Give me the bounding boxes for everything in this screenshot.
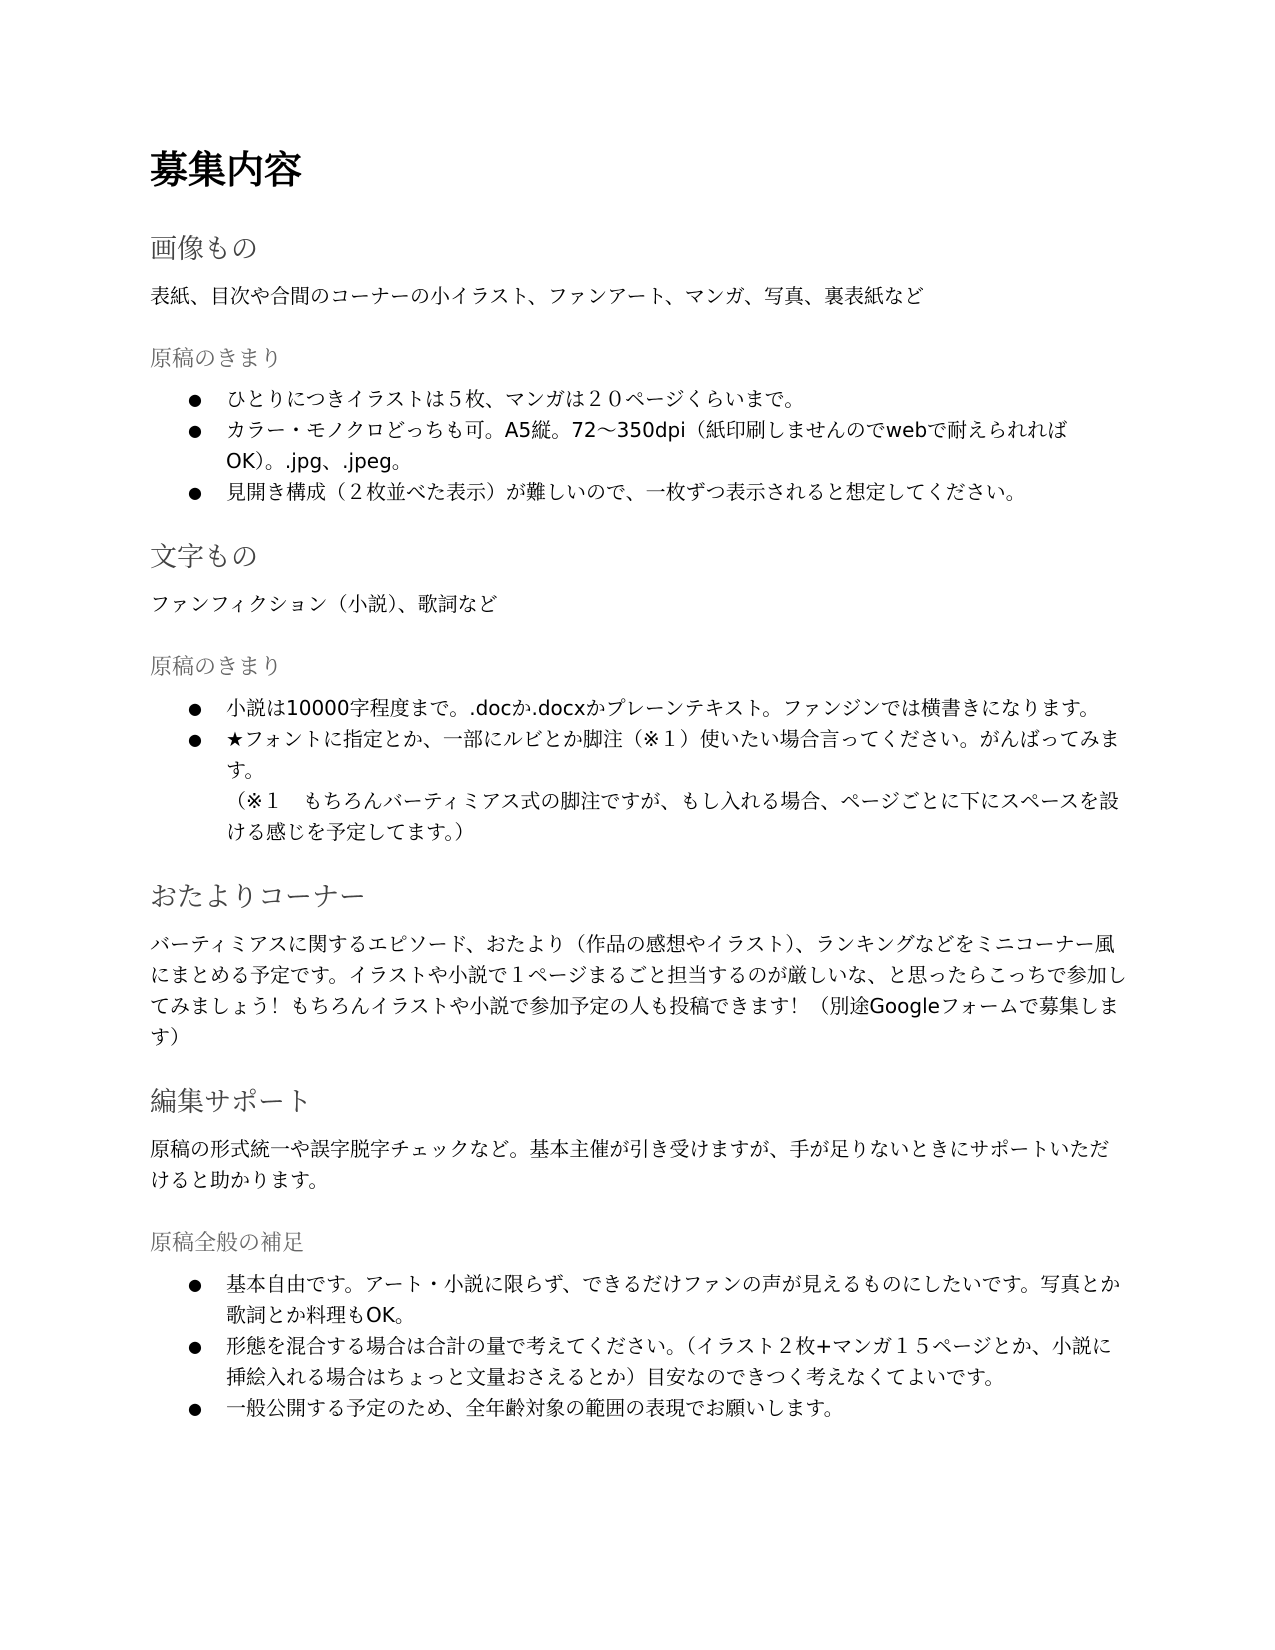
list-item: ● 基本自由です。アート・小説に限らず、できるだけファンの声が見えるものにしたいです。写真とか歌詞とか料理もOK。 (226, 1269, 1128, 1331)
list-item: ● ひとりにつきイラストは５枚、マンガは２０ページくらいまで。 (226, 384, 1128, 415)
list-item: ● 一般公開する予定のため、全年齢対象の範囲の表現でお願いします。 (226, 1393, 1128, 1424)
image-section-description: 表紙、目次や合間のコーナーの小イラスト、ファンアート、マンガ、写真、裏表紙など (150, 283, 924, 308)
bullet-icon: ● (188, 1336, 202, 1356)
text-section-heading: 文字もの (150, 542, 258, 574)
bullet-icon: ● (188, 698, 202, 718)
image-section (150, 232, 1128, 509)
list-item: ● カラー・モノクロどっちも可。A5縦。72〜350dpi（紙印刷しませんのでwebで耐えられればOK）。.jpg、.jpeg。 (226, 415, 1128, 477)
list-item: ● 形態を混合する場合は合計の量で考えてください。（イラスト２枚+マンガ１５ページとか、小説に挿絵入れる場合はちょっと文量おさえるとか）目安なのできつく考えなくてよいです。 (226, 1331, 1128, 1393)
image-section-heading: 画像もの (150, 233, 258, 265)
list-item: ● 小説は10000字程度まで。.docか.docxかプレーンテキスト。ファンジンでは横書きになります。 (226, 693, 1128, 724)
letters-section-heading: おたよりコーナー (150, 881, 366, 913)
bullet-icon: ● (188, 483, 202, 503)
editing-section (150, 1085, 1128, 1424)
editing-section-heading: 編集サポート (150, 1087, 312, 1119)
list-item: ● 見開き構成（２枚並べた表示）が難しいので、一枚ずつ表示されると想定してください。 (226, 477, 1128, 508)
bullet-icon: ● (188, 421, 202, 441)
text-rules-list (150, 693, 1128, 848)
letters-section (150, 880, 1128, 1053)
text-section-description: ファンフィクション（小説）、歌詞など (150, 592, 498, 617)
footnote-text: （※１ もちろんバーティミアス式の脚注ですが、もし入れる場合、ページごとに下にスペースを設ける感じを予定してます。） (226, 788, 1119, 844)
bullet-icon: ● (188, 1274, 202, 1294)
list-item: ● ★フォントに指定とか、一部にルビとか脚注（※１）使いたい場合言ってください。がんばってみます。 （※１ もちろんバーティミアス式の脚注ですが、もし入れる場合、ページごとに下にスペースを設ける感じを予定してます。） (226, 724, 1128, 848)
letters-section-description: バーティミアスに関するエピソード、おたより（作品の感想やイラスト）、ランキングなどをミニコーナー風にまとめる予定です。イラストや小説で１ページまるごと担当するのが厳しいな、と思ったらこっちで参加してみましょう！もちろんイラストや小説で参加予定の人も投稿できます！（別途Googleフォームで募集します） (150, 932, 1127, 1050)
text-rules-heading: 原稿のきまり (150, 655, 283, 681)
image-rules-heading: 原稿のきまり (150, 346, 283, 372)
editing-section-description: 原稿の形式統一や誤字脱字チェックなど。基本主催が引き受けますが、手が足りないときにサポートいただけると助かります。 (150, 1137, 1110, 1193)
bullet-icon: ● (188, 390, 202, 410)
image-rules-list (150, 384, 1128, 508)
general-notes-heading: 原稿全般の補足 (150, 1231, 305, 1257)
text-section (150, 540, 1128, 848)
document-page (150, 148, 1128, 1456)
bullet-icon: ● (188, 1398, 202, 1418)
page-title: 募集内容 (150, 148, 303, 192)
bullet-icon: ● (188, 729, 202, 749)
general-notes-list (150, 1269, 1128, 1424)
